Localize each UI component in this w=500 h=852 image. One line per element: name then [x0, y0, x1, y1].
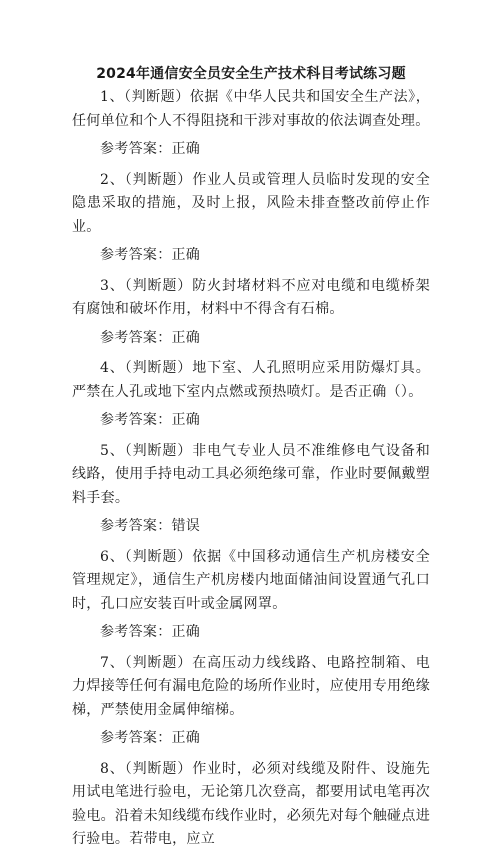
- question-6: 6、（判断题）依据《中国移动通信生产机房楼安全管理规定》，通信生产机房楼内地面储油间设置通气孔口时，孔口应安装百叶或金属网罩。: [72, 548, 430, 612]
- question-5: 5、（判断题）非电气专业人员不准维修电气设备和线路，使用手持电动工具必须绝缘可靠，作业时要佩戴塑料手套。: [72, 442, 430, 506]
- question-3: 3、（判断题）防火封堵材料不应对电缆和电缆桥架有腐蚀和破坏作用，材料中不得含有石棉。: [72, 277, 430, 317]
- answer-3: 参考答案：正确: [100, 329, 201, 346]
- answer-7: 参考答案：正确: [100, 730, 201, 746]
- question-4: 4、（判断题）地下室、人孔照明应采用防爆灯具。严禁在人孔或地下室内点燃或预热喷灯。是否正确（）。: [72, 360, 430, 400]
- question-1: 1、（判断题）依据《中华人民共和国安全生产法》，任何单位和个人不得阻挠和干涉对事故的依法调查处理。: [72, 89, 430, 129]
- answer-2: 参考答案：正确: [100, 247, 201, 263]
- question-2: 2、（判断题）作业人员或管理人员临时发现的安全隐患采取的措施，及时上报，风险未排查整改前停止作业。: [72, 171, 430, 235]
- answer-4: 参考答案：正确: [100, 412, 201, 428]
- question-7: 7、（判断题）在高压动力线线路、电路控制箱、电力焊接等任何有漏电危险的场所作业时，应使用专用绝缘梯，严禁使用金属伸缩梯。: [72, 654, 430, 718]
- page-title: 2024年通信安全员安全生产技术科目考试练习题: [96, 66, 406, 82]
- question-8: 8、（判断题）作业时，必须对线缆及附件、设施先用试电笔进行验电，无论第几次登高，都要用试电笔再次验电。沿着未知线缆布线作业时，必须先对每个触碰点进行验电。若带电，应立: [72, 760, 430, 847]
- answer-6: 参考答案：正确: [100, 624, 201, 640]
- answer-1: 参考答案：正确: [100, 141, 201, 157]
- answer-5: 参考答案：错误: [100, 518, 201, 534]
